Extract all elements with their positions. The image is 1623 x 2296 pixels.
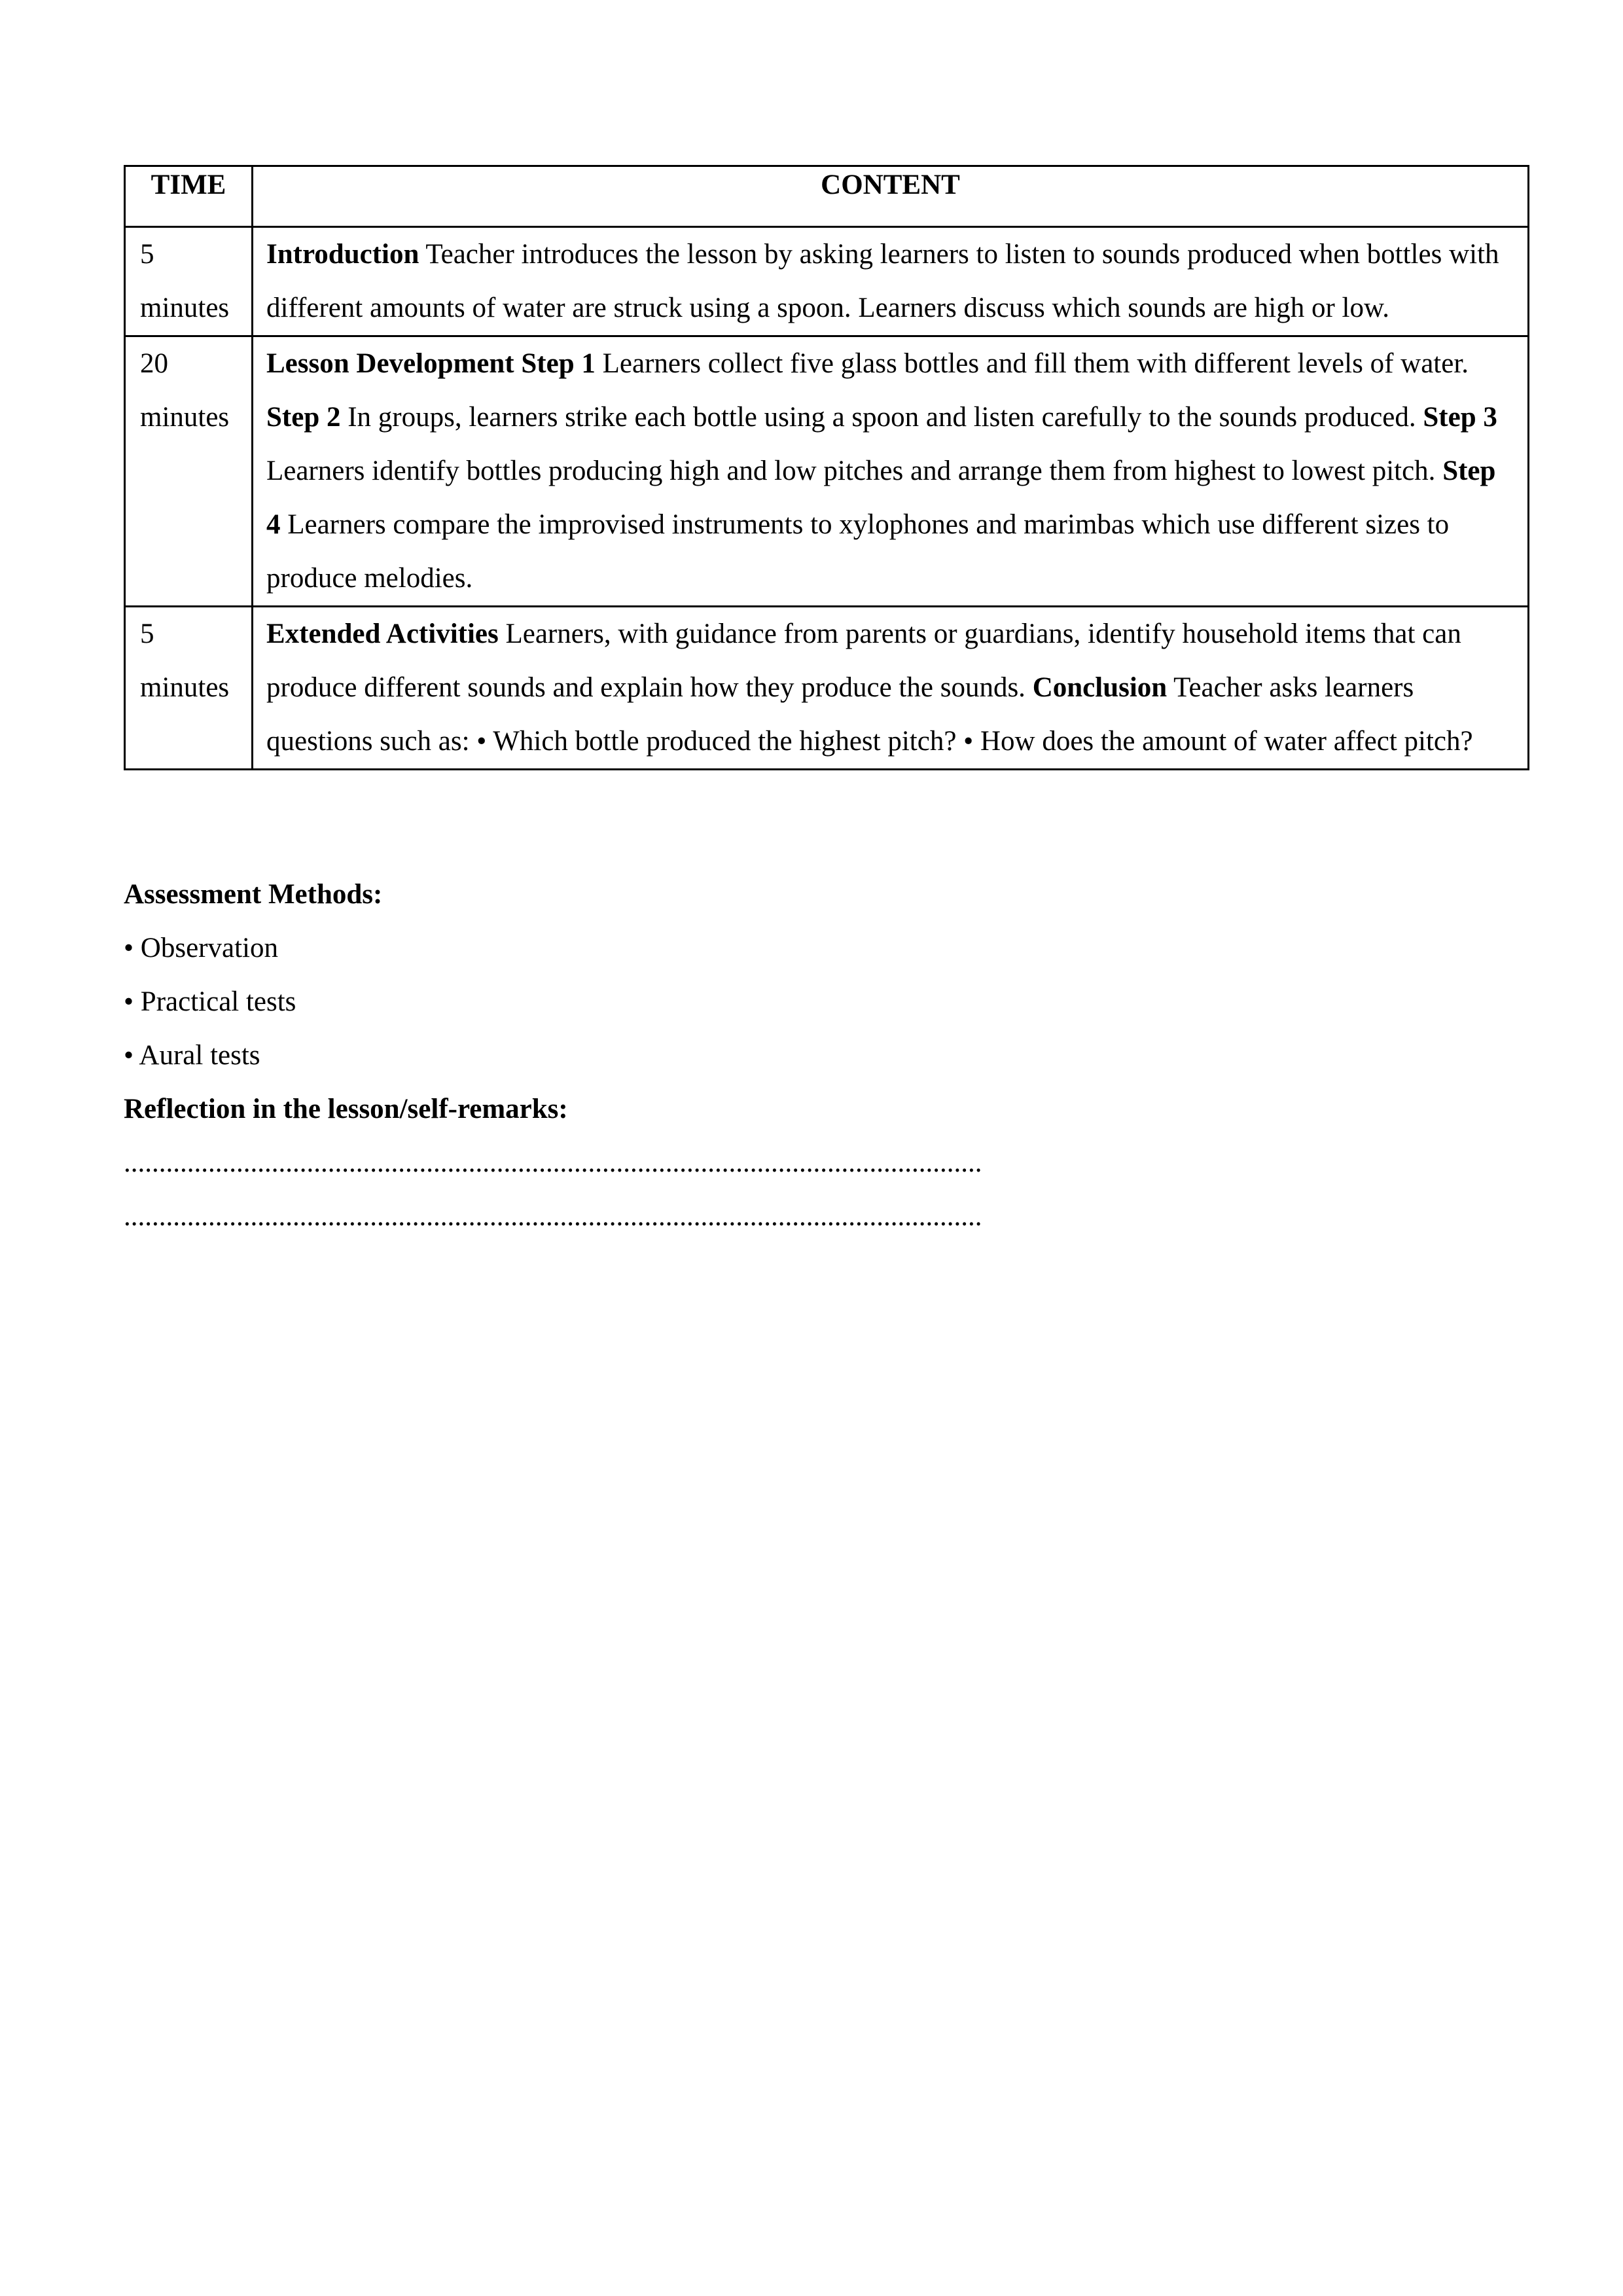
content-heading: Step 2 [266, 402, 341, 433]
content-text: Learners compare the improvised instruments to xylophones and marimbas which use different sizes to produce melodies. [266, 509, 1456, 594]
lesson-plan-table [124, 165, 1529, 770]
content-column-header: CONTENT [253, 166, 1529, 227]
time-value: 5 [140, 239, 154, 270]
content-heading: Step 4 [266, 456, 1503, 540]
time-unit: minutes [140, 293, 230, 323]
content-heading: Lesson Development Step 1 [266, 348, 596, 379]
assessment-heading: Assessment Methods: [124, 879, 383, 910]
time-unit: minutes [140, 402, 230, 433]
content-heading: Extended Activities [266, 619, 499, 649]
table-row [125, 336, 1529, 607]
table-header-row [125, 166, 1529, 227]
post-table-section [124, 868, 1529, 1244]
reflection-line-1: .......................................................................................................................... [124, 1147, 982, 1178]
assessment-item-practical: • Practical tests [124, 986, 296, 1017]
content-text: Teacher introduces the lesson by asking learners to listen to sounds produced when bottles with different amounts of water are struck using a spoon. Learners discuss which sounds are high or low. [266, 239, 1507, 323]
content-text: Learners, with guidance from parents or guardians, identify household items that can produce different sounds and explain how they produce the sounds. [266, 619, 1469, 703]
table-body [125, 227, 1529, 770]
reflection-heading: Reflection in the lesson/self-remarks: [124, 1094, 568, 1124]
content-cell [253, 607, 1529, 770]
content-cell [253, 227, 1529, 336]
content-cell [253, 336, 1529, 607]
time-value: 5 [140, 619, 154, 649]
table-row [125, 227, 1529, 336]
time-cell [125, 227, 253, 336]
time-cell [125, 607, 253, 770]
assessment-item-observation: • Observation [124, 933, 278, 963]
time-cell [125, 336, 253, 607]
time-unit: minutes [140, 672, 230, 703]
content-text: Learners collect five glass bottles and fill them with different levels of water. [595, 348, 1476, 379]
reflection-line-2: .......................................................................................................................... [124, 1201, 982, 1232]
content-heading: Step 3 [1423, 402, 1497, 433]
assessment-item-aural: • Aural tests [124, 1040, 260, 1071]
content-text: Teacher asks learners questions such as: • Which bottle produced the highest pitch? • How does the amount of water affect pitch? [266, 672, 1473, 757]
content-text: Learners identify bottles producing high and low pitches and arrange them from highest to lowest pitch. [266, 402, 1505, 486]
content-heading: Introduction [266, 239, 419, 270]
time-column-header: TIME [125, 166, 253, 227]
content-heading: Conclusion [1032, 672, 1168, 703]
table-row [125, 607, 1529, 770]
content-text: In groups, learners strike each bottle using a spoon and listen carefully to the sounds produced. [340, 402, 1423, 433]
time-value: 20 [140, 348, 168, 379]
